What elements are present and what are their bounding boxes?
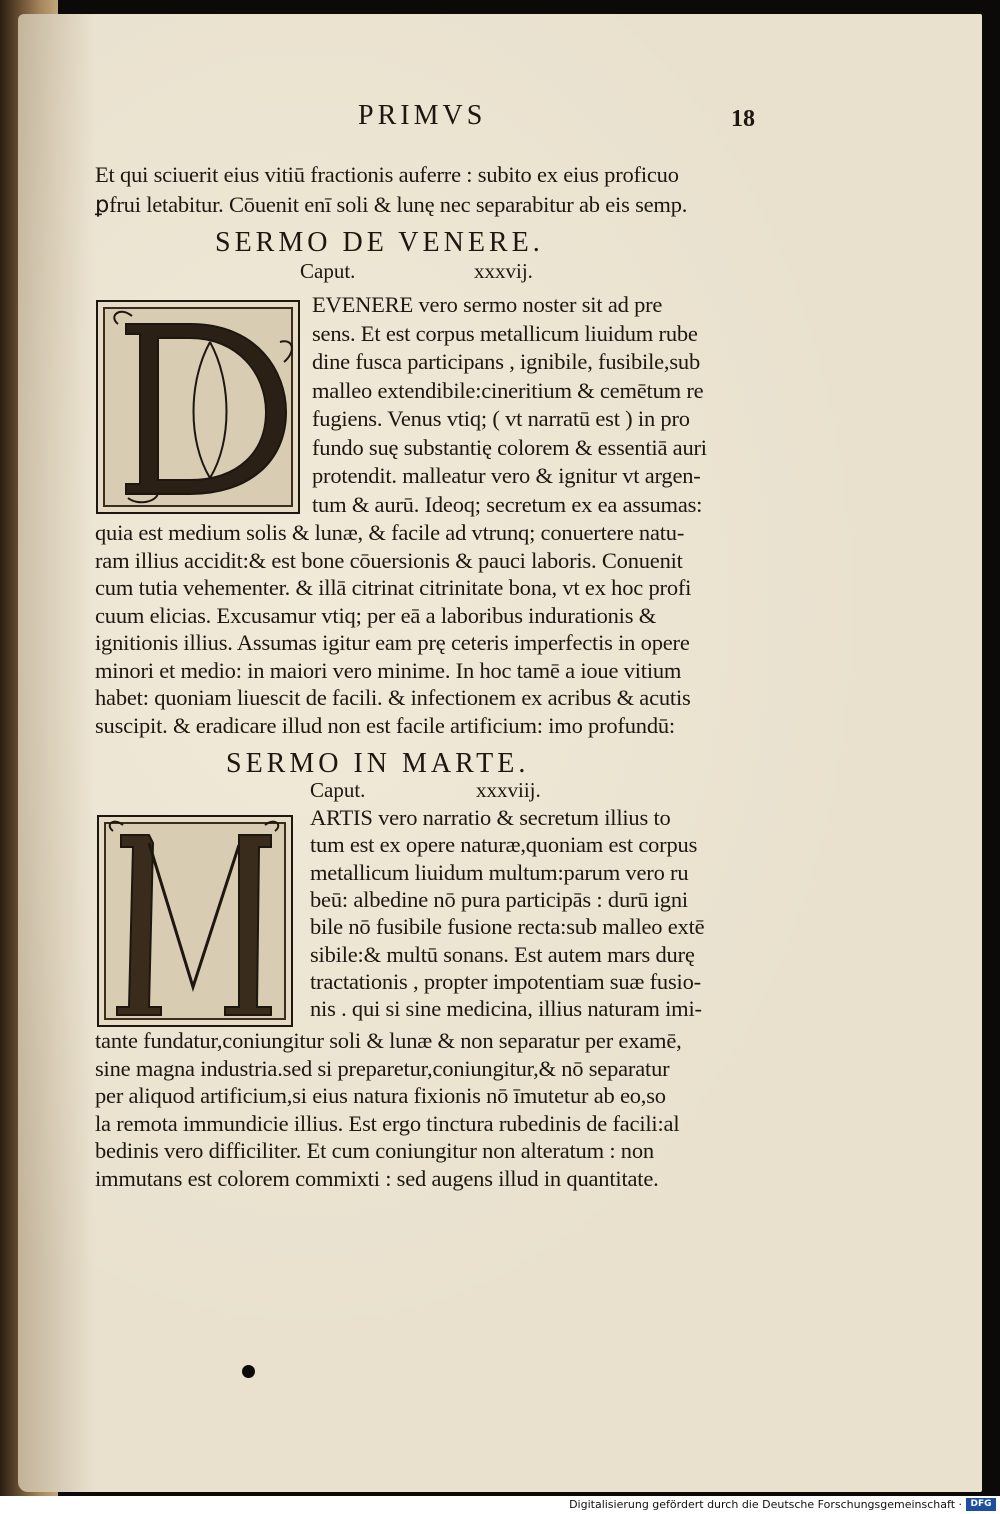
- footer-bar: [0, 1496, 1000, 1514]
- text-line: bile nō fusibile fusione recta:sub malleo extē: [310, 914, 705, 940]
- ink-dot-mark: [242, 1365, 255, 1378]
- initial-m-drawing: [99, 817, 291, 1025]
- decorated-initial-d: [96, 300, 300, 514]
- text-line: tractationis , propter impotentiam suæ fusio-: [310, 968, 701, 994]
- text-line: minori et medio: in maiori vero minime. In hoc tamē a ioue vitium: [95, 657, 682, 683]
- venus-caput: Caput.: [300, 259, 356, 283]
- running-head: PRIMVS: [358, 100, 487, 131]
- text-line: fundo suę substantię colorem & essentiā auri: [312, 434, 707, 460]
- text-line: sens. Et est corpus metallicum liuidum rube: [312, 320, 698, 346]
- text-line: cuum elicias. Excusamur vtiq; per eā a laboribus indurationis &: [95, 602, 656, 628]
- text-line: tum est ex opere naturæ,quoniam est corpus: [310, 832, 698, 858]
- text-line: protendit. malleatur vero & ignitur vt argen-: [312, 463, 701, 488]
- initial-d-drawing: [98, 302, 298, 512]
- text-line: nis . qui si sine medicina, illius naturam imi-: [310, 996, 702, 1022]
- text-line: immutans est colorem commixti : sed augens illud in quantitate.: [95, 1165, 659, 1191]
- text-line: Et qui sciuerit eius vitiū fractionis auferre : subito ex eius proficuo: [95, 162, 679, 187]
- text-line: sine magna industria.sed si preparetur,coniungitur,& nō separatur: [95, 1055, 670, 1081]
- text-line: ignitionis illius. Assumas igitur eam prę ceteris imperfectis in opere: [95, 630, 690, 655]
- dfg-logo: DFG: [966, 1498, 996, 1511]
- venus-caput-number: xxxvij.: [474, 259, 533, 283]
- text-line: dine fusca participans , ignibile, fusibile,sub: [312, 349, 701, 374]
- text-line: metallicum liuidum multum:parum vero ru: [310, 859, 689, 885]
- mars-caput-number: xxxviij.: [476, 778, 541, 802]
- text-line: suscipit. & eradicare illud non est facile artificium: imo profundū:: [95, 712, 675, 738]
- text-line: quia est medium solis & lunæ, & facile ad vtrunq; conuertere natu-: [95, 520, 685, 545]
- text-line: habet: quoniam liuescit de facili. & infectionem ex acribus & acutis: [95, 685, 691, 710]
- text-line: tum & aurū. Ideoq; secretum ex ea assumas:: [312, 491, 703, 517]
- page-number: 18: [731, 106, 755, 132]
- funding-credit: Digitalisierung gefördert durch die Deutsche Forschungsgemeinschaft ·: [569, 1498, 962, 1511]
- venus-heading: SERMO DE VENERE.: [215, 227, 544, 258]
- text-line: ARTIS vero narratio & secretum illius to: [310, 805, 671, 830]
- text-line: fugiens. Venus vtiq; ( vt narratū est ) in pro: [312, 406, 690, 431]
- mars-caput: Caput.: [310, 778, 366, 802]
- text-line: sibile:& multū sonans. Est autem mars durę: [310, 941, 695, 967]
- text-line: per aliquod artificium,si eius natura fixionis nō īmutetur ab eo,so: [95, 1083, 666, 1108]
- text-line: cum tutia vehementer. & illā citrinat citrinitate bona, vt ex hoc profi: [95, 575, 692, 600]
- text-line: la remota immundicie illius. Est ergo tinctura rubedinis de facili:al: [95, 1110, 680, 1136]
- text-line: malleo extendibile:cineritium & cemētum re: [312, 377, 704, 403]
- text-line: ram illius accidit:& est bone cōuersionis & pauci laboris. Conuenit: [95, 547, 683, 573]
- text-line: EVENERE vero sermo noster sit ad pre: [312, 292, 663, 317]
- text-line: beū: albedine nō pura participās : durū igni: [310, 886, 688, 912]
- decorated-initial-m: [97, 815, 293, 1027]
- text-line: tante fundatur,coniungitur soli & lunæ & non separatur per examē,: [95, 1028, 682, 1053]
- text-line: ꝑfrui letabitur. Cōuenit enī soli & lunę nec separabitur ab eis semp.: [95, 192, 688, 217]
- mars-heading: SERMO IN MARTE.: [226, 748, 530, 779]
- text-line: bedinis vero difficiliter. Et cum coniungitur non alteratum : non: [95, 1138, 654, 1163]
